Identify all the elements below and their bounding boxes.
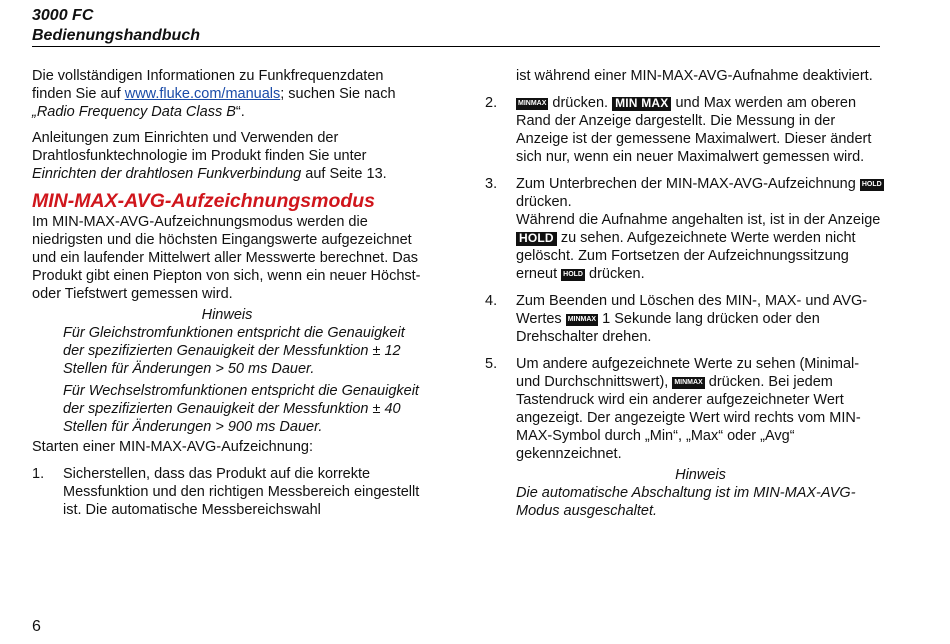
hold-key-icon: HOLD: [561, 269, 585, 281]
continued-text: ist während einer MIN-MAX-AVG-Aufnahme deaktiviert.: [516, 68, 873, 84]
paragraph-wireless-info: Anleitungen zum Einrichten und Verwenden der Drahtlosfunktechnologie im Produkt finden Sie unter Einrichten der drahtlosen Funkverbindung auf Seite 13.: [32, 130, 387, 182]
item-text: Sicherstellen, dass das Produkt auf die korrekte Messfunktion und den richtigen Messbereich eingestellt ist. Die automatische Messbereichswahl: [63, 466, 420, 518]
note-heading: Hinweis: [675, 467, 726, 483]
section-title: MIN-MAX-AVG-Aufzeichnungsmodus: [32, 190, 376, 212]
note-heading: Hinweis: [201, 307, 253, 323]
note-auto-off: Die automatische Abschaltung ist im MIN-MAX-AVG-Modus ausgeschaltet.: [516, 485, 856, 519]
left-column: [32, 67, 422, 519]
minmax-key-icon: MINMAX: [516, 98, 548, 110]
item-number: 1.: [32, 466, 45, 482]
item-number: 4.: [485, 293, 498, 309]
item-number: 2.: [485, 95, 498, 111]
fluke-manuals-link[interactable]: www.fluke.com/manuals: [124, 86, 281, 102]
running-header: [32, 6, 200, 46]
item-number: 3.: [485, 176, 498, 192]
list-item: 3. Zum Unterbrechen der MIN-MAX-AVG-Aufzeichnung HOLD drücken. Während die Aufnahme angehalten ist, ist in der Anzeige HOLD zu sehen. Aufgezeichnete Werte werden nicht gelöscht. Zum Fortsetzen der Aufzeichnungssitzung erneut HOLD drücken.: [485, 176, 882, 282]
header-subtitle: Bedienungshandbuch: [32, 27, 200, 44]
minmax-key-icon: MINMAX: [566, 314, 598, 326]
paragraph-rf-info: Die vollständigen Informationen zu Funkfrequenzdaten finden Sie auf www.fluke.com/manuals; suchen Sie nach „Radio Frequency Data Class B“.: [32, 68, 396, 120]
list-item: 4. Zum Beenden und Löschen des MIN-, MAX- und AVG-Wertes MINMAX 1 Sekunde lang drücken oder den Drehschalter drehen.: [485, 293, 868, 345]
right-column: [485, 67, 885, 520]
start-instruction: Starten einer MIN-MAX-AVG-Aufzeichnung:: [32, 439, 313, 455]
hold-key-icon: HOLD: [860, 179, 884, 191]
min-max-display-icon: MIN MAX: [612, 97, 671, 111]
list-item: 2. MINMAX drücken. MIN MAX und Max werden am oberen Rand der Anzeige dargestellt. Die Messung in der Anzeige ist der gemessene Maximalwert. Dieser ändert sich nur, wenn ein neuer Maximalwert gemessen wird.: [485, 95, 872, 165]
paragraph-mode-intro: Im MIN-MAX-AVG-Aufzeichnungsmodus werden die niedrigsten und die höchsten Eingangswerte aufgezeichnet und ein laufender Mittelwert aller Messwerte berechnet. Das Produkt gibt einen Piepton von sich, wenn ein neuer Höchst- oder Tiefstwert gemessen wird.: [32, 214, 421, 302]
list-item: 5. Um andere aufgezeichnete Werte zu sehen (Minimal- und Durchschnittswert), MINMAX drücken. Bei jedem Tastendruck wird ein anderer aufgezeichneter Wert angezeigt. Der angezeigte Wert wird rechts vom MIN-MAX-Symbol durch „Min“, „Max“ oder „Avg“ gekennzeichnet.: [485, 356, 861, 462]
list-item: [32, 465, 422, 519]
item-number: 5.: [485, 356, 498, 372]
hold-display-icon: HOLD: [516, 232, 557, 246]
minmax-key-icon: MINMAX: [672, 377, 704, 389]
note-dc: Für Gleichstromfunktionen entspricht die Genauigkeit der spezifizierten Genauigkeit der Messfunktion ± 12 Stellen für Änderungen > 50 ms Dauer.: [63, 325, 405, 377]
note-ac: Für Wechselstromfunktionen entspricht die Genauigkeit der spezifizierten Genauigkeit der Messfunktion ± 40 Stellen für Änderungen > 900 ms Dauer.: [63, 383, 419, 435]
header-rule: [32, 46, 880, 47]
page-number: 6: [32, 618, 41, 635]
header-title: 3000 FC: [32, 7, 94, 24]
